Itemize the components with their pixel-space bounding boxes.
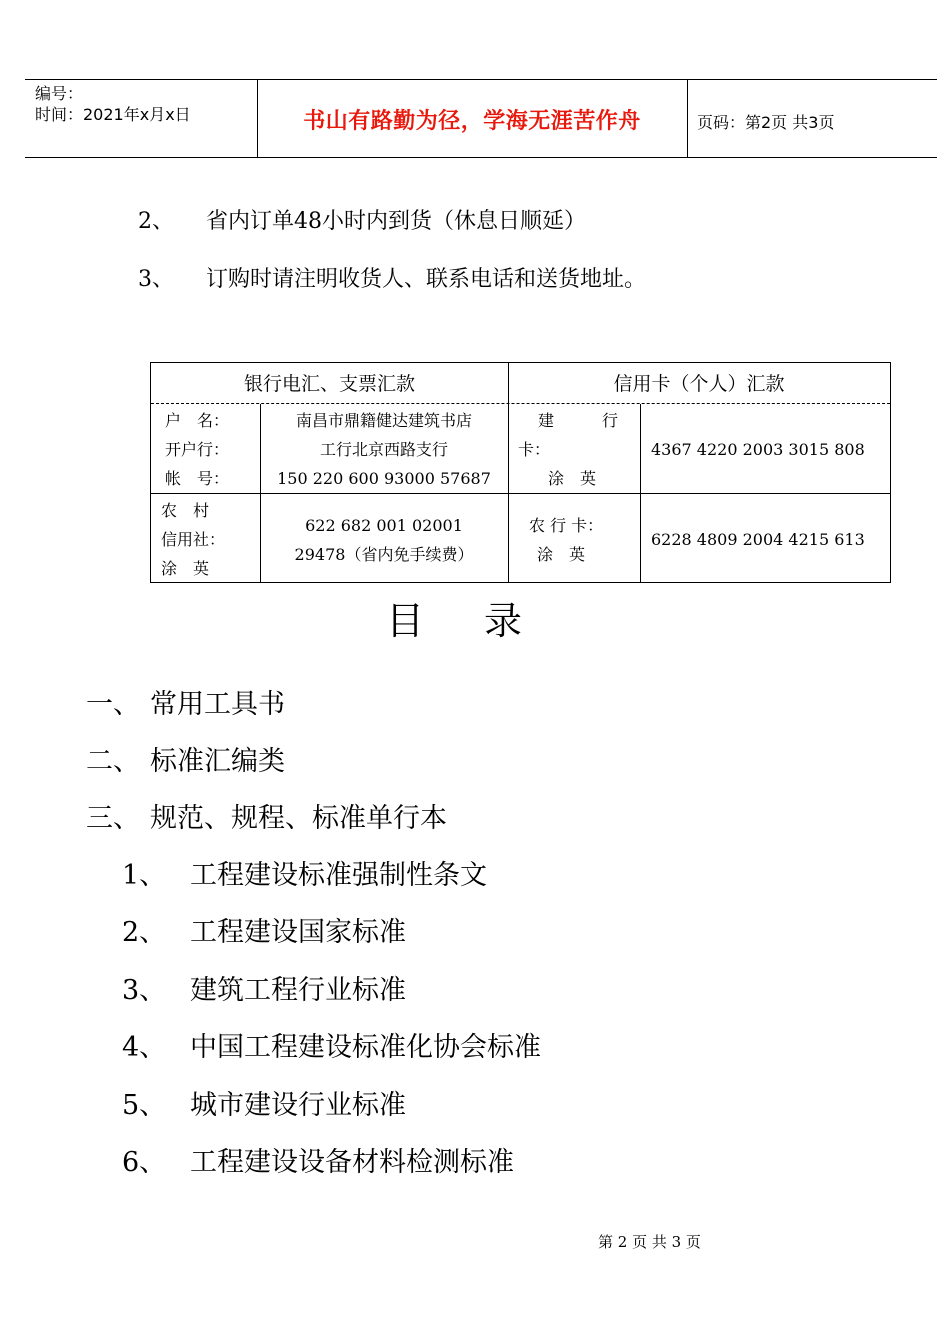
toc-section[interactable]: [86, 739, 285, 778]
note-number: 3、: [138, 267, 174, 292]
toc-item-number: 5、: [122, 1090, 167, 1121]
card-bank: 农 行 卡：: [529, 516, 604, 535]
rural-account-note: 29478（省内免手续费）: [294, 545, 474, 564]
label-holder: 涂 英: [161, 559, 210, 578]
card-label: 卡：: [518, 440, 551, 459]
bank-name: 工行北京西路支行: [319, 440, 448, 459]
account-number: 150 220 600 93000 57687: [277, 469, 491, 488]
label-account-name: 户 名：: [165, 411, 230, 430]
toc-item-number: 6、: [122, 1147, 167, 1178]
toc-section[interactable]: [86, 682, 285, 721]
toc-section-number: 三、: [86, 803, 140, 834]
rural-account-number: 622 682 001 02001: [305, 516, 463, 535]
credit-card-heading: 信用卡（个人）汇款: [613, 373, 785, 395]
time-label: 时间：2021年x月x日: [35, 105, 191, 124]
card-holder: 涂 英: [537, 545, 586, 564]
row-divider: [151, 493, 890, 494]
toc-title: 目录: [385, 599, 582, 643]
toc-item-number: 4、: [122, 1032, 167, 1063]
toc-item-text: 建筑工程行业标准: [190, 975, 406, 1006]
toc-section[interactable]: [86, 796, 447, 835]
toc-item[interactable]: [122, 1083, 406, 1122]
abc-card-number: 6228 4809 2004 4215 613: [651, 530, 865, 549]
label-bank: 开户行：: [165, 440, 230, 459]
note-number: 2、: [138, 209, 174, 234]
toc-section-text: 标准汇编类: [150, 746, 285, 777]
account-name: 南昌市鼎籍健达建筑书店: [295, 411, 472, 430]
ccb-card-label: [518, 406, 630, 493]
abc-card-label: [529, 511, 639, 569]
header-divider: [687, 80, 688, 157]
header-motto: 书山有路勤为径，学海无涯苦作舟: [303, 108, 641, 134]
toc-item[interactable]: [122, 1025, 541, 1064]
card-bank: 建 行: [538, 411, 619, 430]
header-dashed-rule: [151, 403, 890, 404]
account-labels: [165, 406, 260, 493]
toc-item[interactable]: [122, 910, 406, 949]
rural-credit-values: [260, 511, 508, 569]
toc-section-number: 一、: [86, 689, 140, 720]
toc-item[interactable]: [122, 968, 406, 1007]
column-divider: [640, 404, 641, 582]
account-values: [260, 406, 508, 493]
toc-item[interactable]: [122, 1140, 514, 1179]
label-rural: 农 村: [161, 501, 210, 520]
page-footer: 第 2 页 共 3 页: [598, 1233, 701, 1251]
page-code: 页码：第2页 共3页: [697, 113, 835, 132]
note-text: 省内订单48小时内到货（休息日顺延）: [206, 209, 586, 234]
toc-item-number: 2、: [122, 917, 167, 948]
label-credit-union: 信用社：: [161, 530, 226, 549]
toc-item-text: 工程建设设备材料检测标准: [190, 1147, 514, 1178]
toc-section-text: 常用工具书: [150, 689, 285, 720]
toc-section-number: 二、: [86, 746, 140, 777]
toc-item[interactable]: [122, 853, 487, 892]
toc-item-text: 工程建设国家标准: [190, 917, 406, 948]
note-item: [138, 262, 646, 293]
toc-item-number: 1、: [122, 860, 167, 891]
toc-item-text: 工程建设标准强制性条文: [190, 860, 487, 891]
rural-credit-labels: [161, 496, 260, 583]
note-text: 订购时请注明收货人、联系电话和送货地址。: [206, 267, 647, 292]
bank-transfer-heading: 银行电汇、支票汇款: [243, 373, 415, 395]
header-meta: [35, 83, 191, 125]
payment-table: [150, 362, 891, 583]
label-account-number: 帐 号：: [165, 469, 230, 488]
page-header: [25, 79, 937, 158]
note-item: [138, 204, 586, 235]
card-holder: 涂 英: [548, 469, 597, 488]
toc-item-number: 3、: [122, 975, 167, 1006]
toc-item-text: 中国工程建设标准化协会标准: [190, 1032, 541, 1063]
toc-item-text: 城市建设行业标准: [190, 1090, 406, 1121]
ccb-card-number: 4367 4220 2003 3015 808: [651, 440, 865, 459]
toc-section-text: 规范、规程、标准单行本: [150, 803, 447, 834]
number-label: 编号：: [35, 84, 84, 103]
